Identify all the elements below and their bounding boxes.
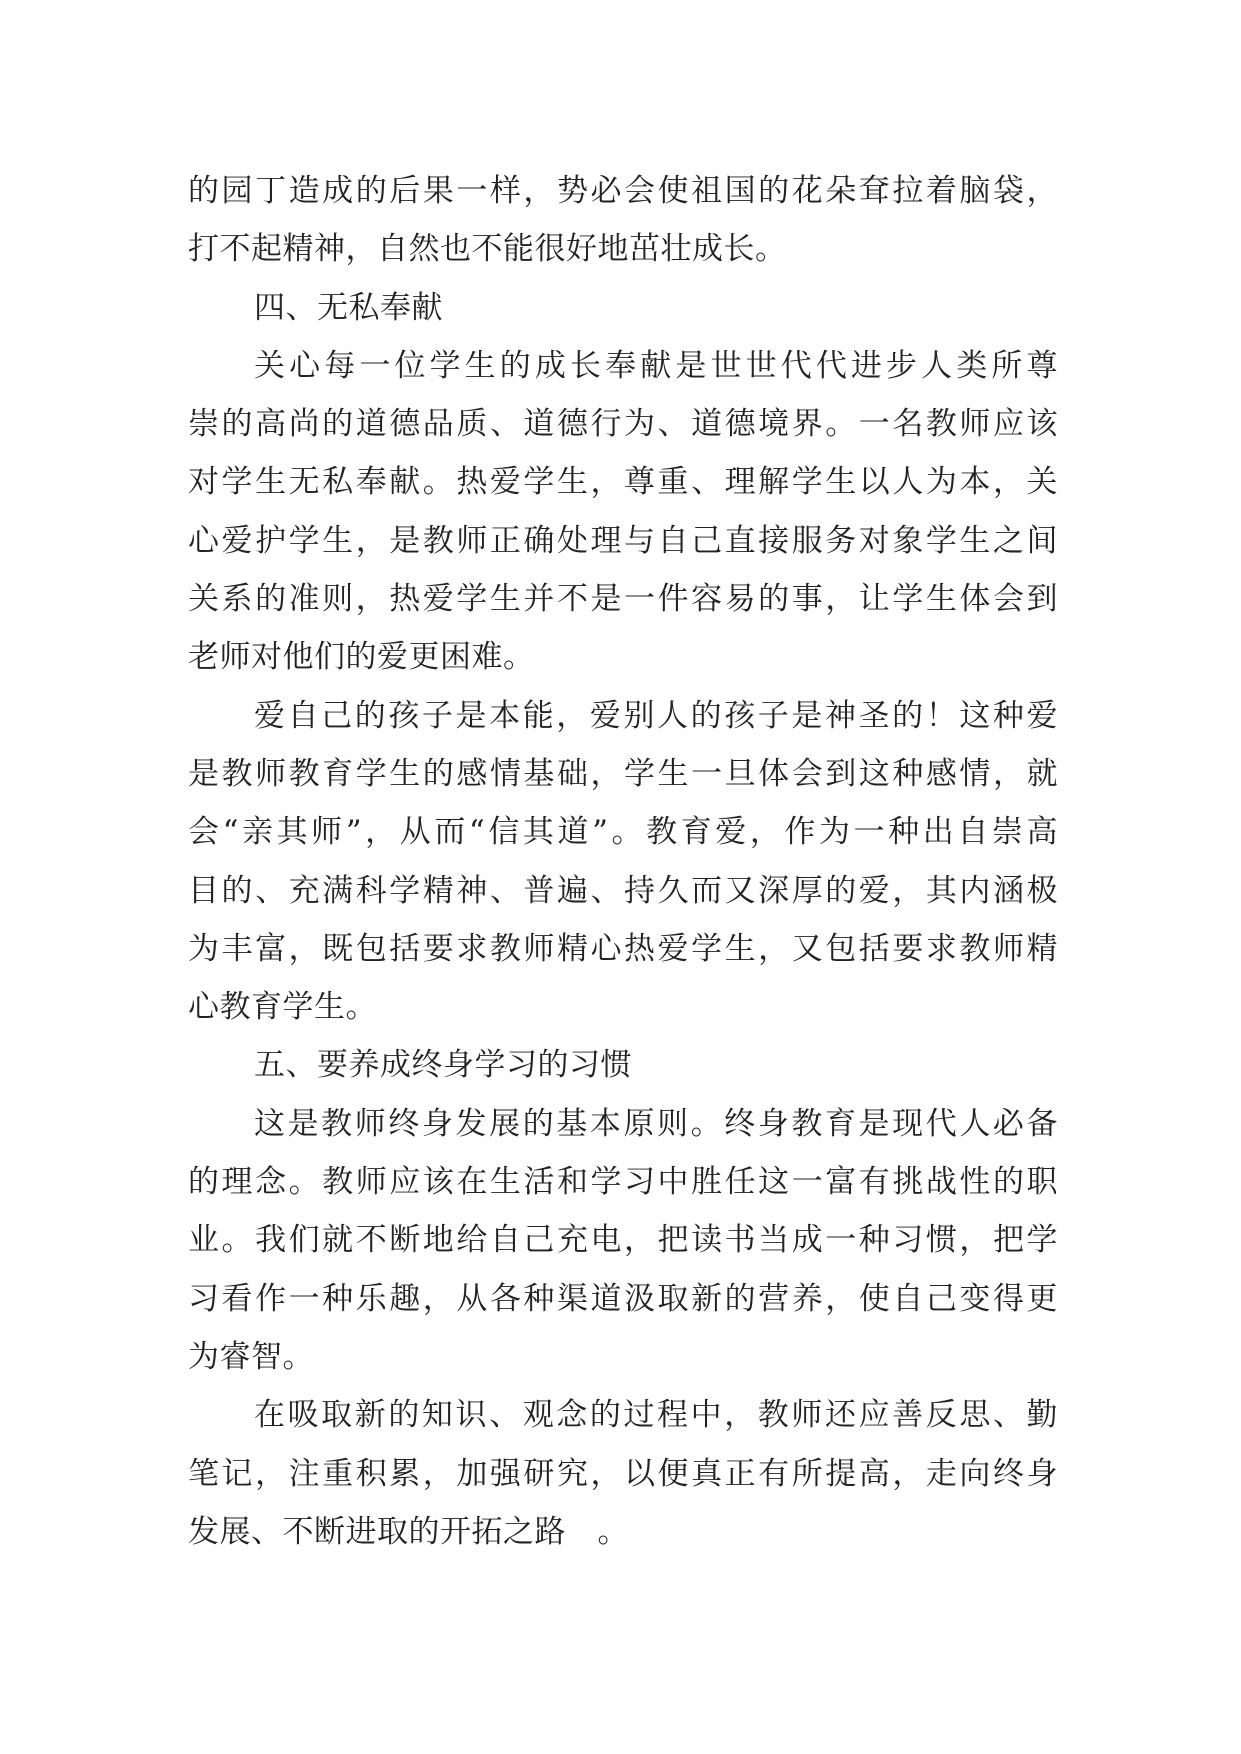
text-line: 心教育学生。: [188, 989, 377, 1026]
text-line: 笔记，注重积累，加强研究，以便真正有所提高，走向终身: [188, 1455, 1058, 1492]
text-line: 为睿智。: [188, 1338, 314, 1375]
text-line: 老师对他们的爱更困难。: [188, 639, 535, 676]
text-line: 的理念。教师应该在生活和学习中胜任这一富有挑战性的职: [188, 1164, 1058, 1201]
text-line: 为丰富，既包括要求教师精心热爱学生，又包括要求教师精: [188, 930, 1058, 967]
text-line: 业。我们就不断地给自己充电，把读书当成一种习惯，把学: [188, 1222, 1058, 1259]
text-line: 心爱护学生，是教师正确处理与自己直接服务对象学生之间: [188, 522, 1058, 559]
paragraph-first-line: 在吸取新的知识、观念的过程中，教师还应善反思、勤: [254, 1397, 1058, 1434]
paragraph-first-line: 这是教师终身发展的基本原则。终身教育是现代人必备: [254, 1105, 1058, 1142]
text-line: 打不起精神，自然也不能很好地茁壮成长。: [188, 231, 787, 268]
text-line: 目的、充满科学精神、普遍、持久而又深厚的爱，其内涵极: [188, 872, 1058, 909]
paragraph-first-line: 关心每一位学生的成长奉献是世世代代进步人类所尊: [254, 347, 1058, 384]
text-line: 发展、不断进取的开拓之路 。: [188, 1513, 629, 1550]
text-line: 的园丁造成的后果一样，势必会使祖国的花朵耷拉着脑袋，: [188, 173, 1058, 209]
text-line: 是教师教育学生的感情基础，学生一旦体会到这种感情，就: [188, 755, 1058, 792]
paragraph-first-line: 四、无私奉献: [254, 289, 443, 326]
paragraph-first-line: 五、要养成终身学习的习惯: [254, 1047, 632, 1084]
paragraph-first-line: 爱自己的孩子是本能，爱别人的孩子是神圣的！这种爱: [254, 697, 1058, 734]
text-line: 习看作一种乐趣，从各种渠道汲取新的营养，使自己变得更: [188, 1280, 1058, 1317]
text-line: 会“亲其师”，从而“信其道”。教育爱，作为一种出自崇高: [188, 814, 1058, 851]
text-line: 关系的准则，热爱学生并不是一件容易的事，让学生体会到: [188, 581, 1058, 618]
text-line: 对学生无私奉献。热爱学生，尊重、理解学生以人为本，关: [188, 464, 1058, 501]
body-text: [188, 162, 1058, 1561]
text-line: 崇的高尚的道德品质、道德行为、道德境界。一名教师应该: [188, 406, 1058, 443]
